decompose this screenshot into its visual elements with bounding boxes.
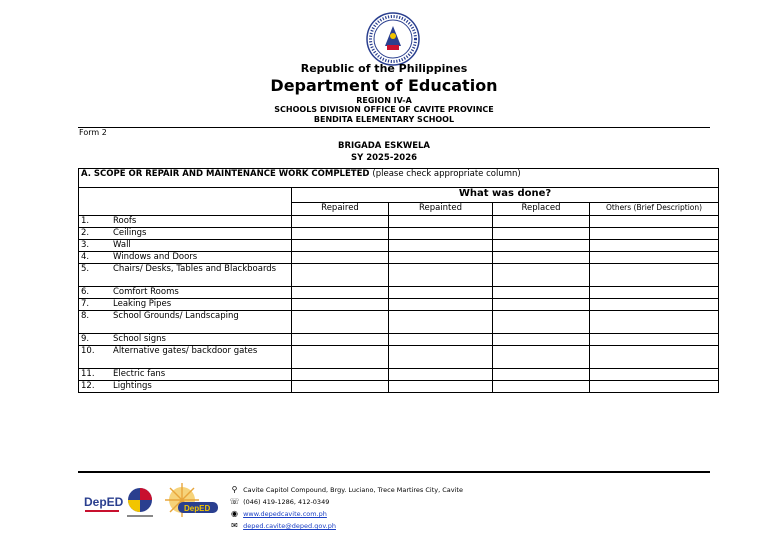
item-cell	[79, 264, 292, 287]
check-cell-repaired[interactable]	[292, 369, 389, 381]
table-row	[79, 228, 719, 240]
check-cell-repaired[interactable]	[292, 311, 389, 334]
what-was-done-header: What was done?	[292, 188, 719, 203]
check-cell-others[interactable]	[590, 369, 719, 381]
school-year: SY 2025-2026	[350, 153, 418, 163]
section-heading	[79, 169, 719, 188]
deped-cavite-logo-icon	[165, 483, 218, 517]
website-link[interactable]: www.depedcavite.com.ph	[243, 510, 327, 518]
check-cell-repaired[interactable]	[292, 240, 389, 252]
check-cell-replaced[interactable]	[493, 287, 590, 299]
item-number: 5.	[81, 264, 90, 274]
section-note: (please check appropriate column)	[372, 169, 521, 179]
col-others: Others (Brief Description)	[590, 203, 719, 216]
check-cell-others[interactable]	[590, 346, 719, 369]
table-row	[79, 299, 719, 311]
item-label: Roofs	[113, 216, 137, 226]
item-label: Electric fans	[113, 369, 166, 379]
item-cell	[79, 299, 292, 311]
item-label: Windows and Doors	[113, 252, 198, 262]
item-label: Leaking Pipes	[113, 299, 172, 309]
table-row	[79, 381, 719, 393]
form-title: BRIGADA ESKWELA	[337, 141, 431, 151]
website-line	[228, 508, 463, 520]
col-replaced: Replaced	[493, 203, 590, 216]
republic-title: Republic of the Philippines	[300, 62, 468, 75]
contact-block	[228, 484, 463, 532]
check-cell-others[interactable]	[590, 381, 719, 393]
location-pin-icon: ⚲	[231, 485, 238, 494]
item-column-header	[79, 188, 292, 216]
check-cell-repainted[interactable]	[389, 334, 493, 346]
item-label: Wall	[113, 240, 131, 250]
check-cell-repaired[interactable]	[292, 334, 389, 346]
item-label: Chairs/ Desks, Tables and Blackboards	[113, 264, 277, 274]
item-label: School signs	[113, 334, 166, 344]
check-cell-repaired[interactable]	[292, 346, 389, 369]
col-repaired: Repaired	[292, 203, 389, 216]
check-cell-replaced[interactable]	[493, 311, 590, 334]
item-label: Ceilings	[113, 228, 147, 238]
check-cell-others[interactable]	[590, 252, 719, 264]
check-cell-repainted[interactable]	[389, 287, 493, 299]
footer-divider	[78, 471, 710, 473]
item-number: 3.	[81, 240, 90, 250]
table-row	[79, 346, 719, 369]
item-cell	[79, 228, 292, 240]
item-number: 12.	[81, 381, 95, 391]
item-number: 7.	[81, 299, 90, 309]
check-cell-repaired[interactable]	[292, 228, 389, 240]
item-cell	[79, 252, 292, 264]
item-cell	[79, 287, 292, 299]
maintenance-table	[78, 168, 719, 393]
item-number: 10.	[81, 346, 95, 356]
item-label: Lightings	[113, 381, 152, 391]
item-number: 8.	[81, 311, 90, 321]
check-cell-repainted[interactable]	[389, 264, 493, 287]
bagong-pilipinas-logo-icon	[127, 488, 153, 517]
check-cell-repainted[interactable]	[389, 369, 493, 381]
item-number: 9.	[81, 334, 90, 344]
check-cell-others[interactable]	[590, 228, 719, 240]
section-header-row	[79, 169, 719, 188]
table-row	[79, 369, 719, 381]
item-cell	[79, 240, 292, 252]
table-row	[79, 216, 719, 228]
deped-logo-icon	[84, 495, 124, 512]
form-label: Form 2	[79, 128, 107, 137]
check-cell-repaired[interactable]	[292, 381, 389, 393]
deped-cavite-logo-text: DepED	[184, 504, 211, 513]
phone-icon: ☏	[229, 497, 240, 506]
address-line	[228, 484, 463, 496]
check-cell-replaced[interactable]	[493, 216, 590, 228]
check-cell-repainted[interactable]	[389, 228, 493, 240]
item-label: Comfort Rooms	[113, 287, 179, 297]
check-cell-repaired[interactable]	[292, 287, 389, 299]
check-cell-replaced[interactable]	[493, 264, 590, 287]
phone-line	[228, 496, 463, 508]
item-cell	[79, 346, 292, 369]
region-label: REGION IV-A	[356, 96, 412, 105]
item-cell	[79, 381, 292, 393]
check-cell-repainted[interactable]	[389, 216, 493, 228]
col-repainted: Repainted	[389, 203, 493, 216]
table-row	[79, 252, 719, 264]
footer-logos	[82, 482, 232, 522]
check-cell-replaced[interactable]	[493, 299, 590, 311]
email-link[interactable]: deped.cavite@deped.gov.ph	[243, 522, 336, 530]
header-divider	[78, 127, 710, 128]
table-row	[79, 240, 719, 252]
section-heading-text: A. SCOPE OR REPAIR AND MAINTENANCE WORK COMPLETED	[81, 169, 370, 179]
check-cell-repainted[interactable]	[389, 252, 493, 264]
division-label: SCHOOLS DIVISION OFFICE OF CAVITE PROVINCE	[274, 105, 494, 114]
check-cell-repainted[interactable]	[389, 311, 493, 334]
item-label: School Grounds/ Landscaping	[113, 311, 239, 321]
check-cell-others[interactable]	[590, 264, 719, 287]
item-cell	[79, 311, 292, 334]
mail-icon: ✉	[231, 521, 238, 530]
item-cell	[79, 369, 292, 381]
table-row	[79, 334, 719, 346]
check-cell-repainted[interactable]	[389, 346, 493, 369]
deped-seal-icon	[366, 12, 420, 66]
check-cell-replaced[interactable]	[493, 240, 590, 252]
item-cell	[79, 216, 292, 228]
item-number: 1.	[81, 216, 90, 226]
check-cell-others[interactable]	[590, 334, 719, 346]
item-number: 11.	[81, 369, 95, 379]
check-cell-others[interactable]	[590, 240, 719, 252]
table-row	[79, 264, 719, 287]
item-rows	[79, 216, 719, 393]
school-name: BENDITA ELEMENTARY SCHOOL	[313, 115, 455, 124]
check-cell-replaced[interactable]	[493, 252, 590, 264]
item-cell	[79, 334, 292, 346]
item-label: Alternative gates/ backdoor gates	[113, 346, 258, 356]
web-icon: ◉	[231, 509, 238, 518]
check-cell-repaired[interactable]	[292, 216, 389, 228]
item-number: 6.	[81, 287, 90, 297]
check-cell-repainted[interactable]	[389, 299, 493, 311]
check-cell-replaced[interactable]	[493, 334, 590, 346]
check-cell-repaired[interactable]	[292, 252, 389, 264]
check-cell-repaired[interactable]	[292, 299, 389, 311]
check-cell-repainted[interactable]	[389, 381, 493, 393]
email-line	[228, 520, 463, 532]
check-cell-replaced[interactable]	[493, 381, 590, 393]
check-cell-others[interactable]	[590, 287, 719, 299]
deped-logo-text: DepED	[84, 495, 124, 509]
check-cell-repainted[interactable]	[389, 240, 493, 252]
check-cell-replaced[interactable]	[493, 369, 590, 381]
check-cell-replaced[interactable]	[493, 228, 590, 240]
phone-text: (046) 419-1286, 412-0349	[243, 498, 330, 506]
check-cell-others[interactable]	[590, 299, 719, 311]
department-title: Department of Education	[270, 76, 498, 95]
group-header-row	[79, 188, 719, 203]
check-cell-others[interactable]	[590, 216, 719, 228]
address-text: Cavite Capitol Compound, Brgy. Luciano, Trece Martires City, Cavite	[243, 486, 463, 494]
table-row	[79, 311, 719, 334]
check-cell-others[interactable]	[590, 311, 719, 334]
check-cell-replaced[interactable]	[493, 346, 590, 369]
item-number: 4.	[81, 252, 90, 262]
item-number: 2.	[81, 228, 90, 238]
table-row	[79, 287, 719, 299]
check-cell-repaired[interactable]	[292, 264, 389, 287]
